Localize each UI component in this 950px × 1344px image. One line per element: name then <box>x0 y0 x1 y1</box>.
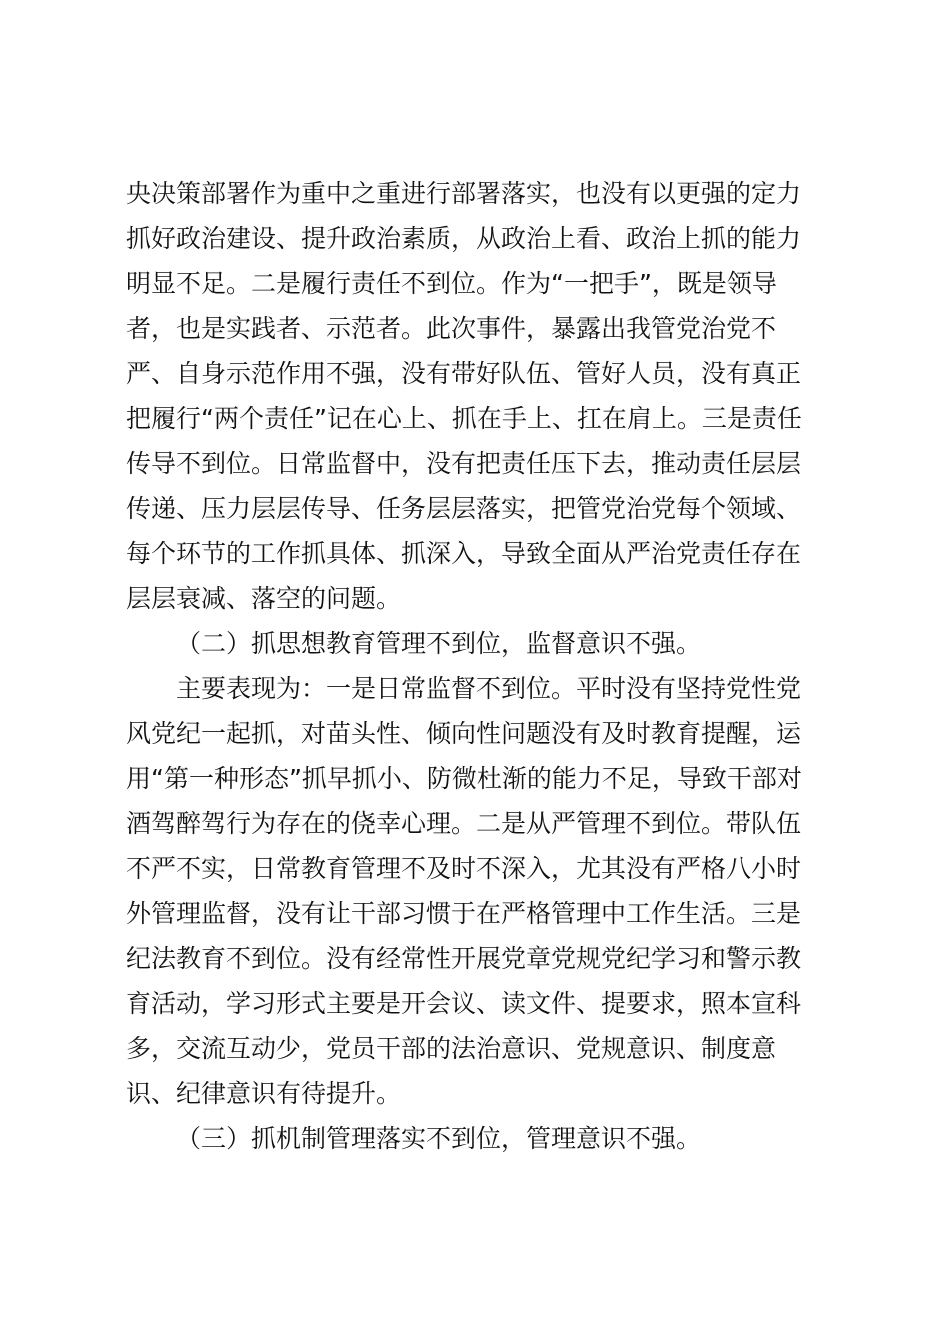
text-line: 多，交流互动少，党员干部的法治意识、党规意识、制度意 <box>126 1034 777 1063</box>
text-line: 者，也是实践者、示范者。此次事件，暴露出我管党治党不 <box>126 314 777 343</box>
text-line: 风党纪一起抓，对苗头性、倾向性问题没有及时教育提醒，运 <box>126 719 802 748</box>
text-line: 传导不到位。日常监督中，没有把责任压下去，推动责任层层 <box>126 449 802 478</box>
text-line: 育活动，学习形式主要是开会议、读文件、提要求，照本宣科 <box>126 989 802 1018</box>
document-body <box>126 171 836 1161</box>
text-line: 不严不实，日常教育管理不及时不深入，尤其没有严格八小时 <box>126 854 802 883</box>
section-heading: （三）抓机制管理落实不到位，管理意识不强。 <box>176 1124 702 1153</box>
text-line: 识、纪律意识有待提升。 <box>126 1079 402 1108</box>
text-line: 传递、压力层层传导、任务层层落实，把管党治党每个领域、 <box>126 494 802 523</box>
text-line: 严、自身示范作用不强，没有带好队伍、管好人员，没有真正 <box>126 359 802 388</box>
text-line: 外管理监督，没有让干部习惯于在严格管理中工作生活。三是 <box>126 899 802 928</box>
text-line: 把履行“两个责任”记在心上、抓在手上、扛在肩上。三是责任 <box>126 404 802 433</box>
text-line: 层层衰减、落空的问题。 <box>126 584 402 613</box>
text-line: 纪法教育不到位。没有经常性开展党章党规党纪学习和警示教 <box>126 944 802 973</box>
text-line: 用“第一种形态”抓早抓小、防微杜渐的能力不足，导致干部对 <box>126 764 802 793</box>
text-line: 明显不足。二是履行责任不到位。作为“一把手”，既是领导 <box>126 269 777 298</box>
text-line: 央决策部署作为重中之重进行部署落实，也没有以更强的定力 <box>126 179 802 208</box>
text-line: 每个环节的工作抓具体、抓深入，导致全面从严治党责任存在 <box>126 539 802 568</box>
section-heading: （二）抓思想教育管理不到位，监督意识不强。 <box>176 629 702 658</box>
text-line: 主要表现为：一是日常监督不到位。平时没有坚持党性党 <box>176 674 802 703</box>
text-line: 酒驾醉驾行为存在的侥幸心理。二是从严管理不到位。带队伍 <box>126 809 802 838</box>
text-line: 抓好政治建设、提升政治素质，从政治上看、政治上抓的能力 <box>126 224 802 253</box>
